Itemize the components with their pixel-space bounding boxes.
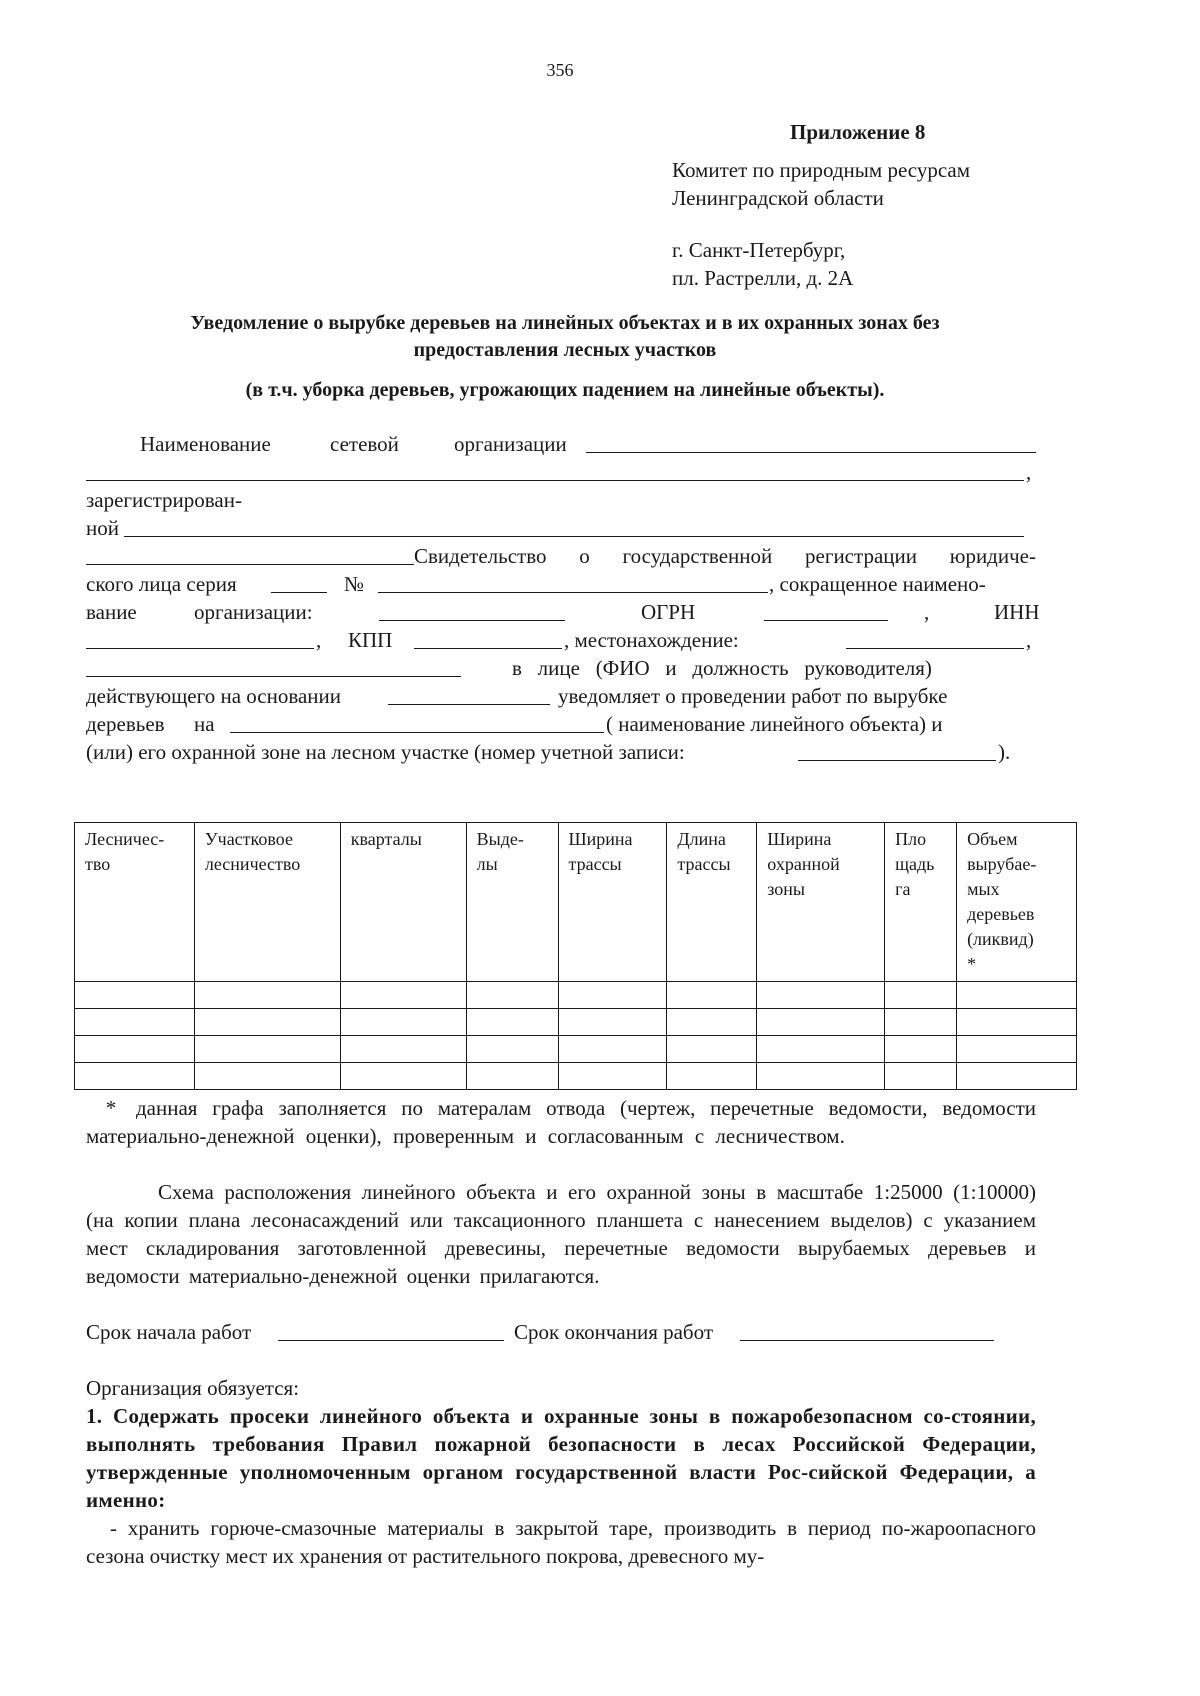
dates-line xyxy=(86,1318,1036,1346)
location-field-cont[interactable] xyxy=(86,656,461,677)
form-label: , местонахождение: xyxy=(564,628,739,652)
table-cell[interactable] xyxy=(558,1063,667,1090)
form-punct: , xyxy=(1026,460,1032,484)
appendix-label: Приложение 8 xyxy=(790,120,926,144)
table-cell[interactable] xyxy=(194,1036,340,1063)
form-label: ной xyxy=(86,516,119,540)
form-punct: , xyxy=(924,600,930,624)
addressee-line: Ленинградской области xyxy=(672,186,884,210)
table-cell[interactable] xyxy=(340,1036,466,1063)
table-row xyxy=(75,1009,1077,1036)
table-cell[interactable] xyxy=(757,1036,885,1063)
form-line xyxy=(86,486,1036,514)
form-label: , сокращенное наимено- xyxy=(769,572,986,596)
table-cell[interactable] xyxy=(75,982,195,1009)
table-cell[interactable] xyxy=(885,1063,957,1090)
form-line xyxy=(86,710,1036,738)
table-cell[interactable] xyxy=(885,1009,957,1036)
notice-form xyxy=(86,430,1040,766)
form-label: ского лица серия xyxy=(86,572,237,596)
table-cell[interactable] xyxy=(340,1009,466,1036)
table-header-cell: Ширина трассы xyxy=(558,823,667,982)
form-line xyxy=(86,514,1036,542)
form-label: в лице (ФИО и должность руководителя) xyxy=(512,656,932,680)
title-line: предоставления лесных участков xyxy=(413,339,717,361)
table-header-cell: Пло щадь га xyxy=(885,823,957,982)
registered-field-cont[interactable] xyxy=(86,544,414,565)
registered-field[interactable] xyxy=(124,516,1024,537)
form-label: Свидетельство о государственной регистрации юридиче- xyxy=(414,544,1036,568)
addressee-block xyxy=(672,156,970,292)
start-date-label: Срок начала работ xyxy=(86,1320,252,1344)
table-cell[interactable] xyxy=(194,982,340,1009)
short-name-field[interactable] xyxy=(379,600,565,621)
addressee-line: пл. Растрелли, д. 2А xyxy=(672,266,854,290)
table-cell[interactable] xyxy=(667,1009,757,1036)
table-header-cell: Ширина охранной зоны xyxy=(757,823,885,982)
form-label: вание xyxy=(86,600,137,624)
obligations xyxy=(86,1374,1036,1570)
table-cell[interactable] xyxy=(885,1036,957,1063)
table-cell[interactable] xyxy=(558,982,667,1009)
footnote xyxy=(86,1094,1036,1150)
table-cell[interactable] xyxy=(957,1009,1077,1036)
linear-object-field[interactable] xyxy=(230,712,604,733)
form-line xyxy=(86,542,1036,570)
footnote-star: * xyxy=(105,1096,117,1120)
table-cell[interactable] xyxy=(885,982,957,1009)
form-punct: ). xyxy=(998,740,1011,764)
form-label: КПП xyxy=(348,628,393,652)
form-label: организации xyxy=(454,432,567,456)
form-line xyxy=(86,570,1036,598)
ogrn-field[interactable] xyxy=(764,600,888,621)
form-label: уведомляет о проведении работ по вырубке xyxy=(558,684,948,708)
form-line xyxy=(86,654,1036,682)
end-date-field[interactable] xyxy=(740,1320,994,1341)
page-number: 356 xyxy=(546,60,574,80)
org-name-field-cont[interactable] xyxy=(86,460,1024,481)
record-number-field[interactable] xyxy=(798,740,996,761)
obligations-intro: Организация обязуется: xyxy=(86,1376,300,1400)
series-field[interactable] xyxy=(271,572,327,593)
form-label: № xyxy=(344,572,365,596)
form-label: (или) его охранной зоне на лесном участке (номер учетной записи: xyxy=(86,740,685,764)
form-line xyxy=(86,430,1036,458)
table-cell[interactable] xyxy=(194,1063,340,1090)
table-row xyxy=(75,982,1077,1009)
table-cell[interactable] xyxy=(75,1009,195,1036)
table-cell[interactable] xyxy=(957,1063,1077,1090)
table-header-cell: Лесничес- тво xyxy=(75,823,195,982)
form-label: сетевой xyxy=(330,432,399,456)
table-cell[interactable] xyxy=(957,982,1077,1009)
footnote-text: данная графа заполняется по матералам отвода (чертеж, перечетные ведомости, ведомости материально-денежной оценки), проверенным и согласованным с лесничеством. xyxy=(86,1096,1036,1148)
basis-field[interactable] xyxy=(388,684,550,705)
form-label: на xyxy=(194,712,215,736)
scheme-text: Схема расположения линейного объекта и его охранной зоны в масштабе 1:25000 (1:10000) (на копии плана лесонасаждений или таксационного планшета с нанесением выделов) с указанием мест складирования заготовленной древесины, перечетные ведомости вырубаемых деревьев и ведомости материально-денежной оценки прилагаются. xyxy=(86,1180,1036,1288)
obligation-item-1: 1. Содержать просеки линейного объекта и охранные зоны в пожаробезопасном со-стоянии, выполнять требования Правил пожарной безопасности в лесах Российской Федерации, утвержденные уполномоченным органом государственной власти Рос-сийской Федерации, а именно: xyxy=(86,1404,1036,1512)
location-field[interactable] xyxy=(846,628,1024,649)
table-cell[interactable] xyxy=(558,1009,667,1036)
table-header-cell: Выде- лы xyxy=(466,823,558,982)
addressee-line: г. Санкт-Петербург, xyxy=(672,238,846,262)
logging-table xyxy=(74,822,1077,1090)
form-label: действующего на основании xyxy=(86,684,342,708)
table-cell[interactable] xyxy=(757,1063,885,1090)
form-line xyxy=(86,598,1040,626)
table-cell[interactable] xyxy=(466,982,558,1009)
form-line xyxy=(86,626,1036,654)
table-body xyxy=(75,982,1077,1090)
form-punct: , xyxy=(1026,628,1032,652)
document-subtitle: (в т.ч. уборка деревьев, угрожающих падением на линейные объекты). xyxy=(245,379,885,401)
table-cell[interactable] xyxy=(667,982,757,1009)
form-label: Наименование xyxy=(140,432,271,456)
document-title xyxy=(90,310,1040,364)
number-field[interactable] xyxy=(378,572,768,593)
table-cell[interactable] xyxy=(466,1063,558,1090)
form-label: организации: xyxy=(194,600,313,624)
table-header-cell: кварталы xyxy=(340,823,466,982)
table-header-cell: Длина трассы xyxy=(667,823,757,982)
form-label: ОГРН xyxy=(641,600,696,624)
form-label: ИНН xyxy=(994,600,1040,624)
end-date-label: Срок окончания работ xyxy=(514,1320,714,1344)
table-cell[interactable] xyxy=(75,1063,195,1090)
table-header-cell: Участковое лесничество xyxy=(194,823,340,982)
addressee-line: Комитет по природным ресурсам xyxy=(672,158,971,182)
table-cell[interactable] xyxy=(340,982,466,1009)
form-line xyxy=(86,738,1036,766)
table-cell[interactable] xyxy=(558,1036,667,1063)
org-name-field[interactable] xyxy=(586,432,1036,453)
table-row xyxy=(75,1036,1077,1063)
table-cell[interactable] xyxy=(667,1063,757,1090)
table-cell[interactable] xyxy=(757,982,885,1009)
form-punct: , xyxy=(316,628,322,652)
table-cell[interactable] xyxy=(340,1063,466,1090)
table-cell[interactable] xyxy=(667,1036,757,1063)
form-label: деревьев xyxy=(86,712,165,736)
table-cell[interactable] xyxy=(194,1009,340,1036)
inn-field[interactable] xyxy=(86,628,314,649)
table-cell[interactable] xyxy=(75,1036,195,1063)
start-date-field[interactable] xyxy=(278,1320,504,1341)
form-label: ( наименование линейного объекта) и xyxy=(606,712,943,736)
table-header-row xyxy=(75,823,1077,982)
table-row xyxy=(75,1063,1077,1090)
scheme-paragraph xyxy=(86,1178,1036,1290)
title-line: Уведомление о вырубке деревьев на линейных объектах и в их охранных зонах без xyxy=(190,312,940,334)
table-cell[interactable] xyxy=(757,1009,885,1036)
table-cell[interactable] xyxy=(466,1009,558,1036)
kpp-field[interactable] xyxy=(414,628,562,649)
obligation-sub-1: - хранить горюче-смазочные материалы в закрытой таре, производить в период по-жароопасного сезона очистку мест их хранения от растительного покрова, древесного му- xyxy=(86,1516,1036,1568)
table-cell[interactable] xyxy=(466,1036,558,1063)
form-line xyxy=(86,682,1036,710)
table-header-cell: Объем вырубае- мых деревьев (ликвид) * xyxy=(957,823,1077,982)
form-label: зарегистрирован- xyxy=(86,488,242,512)
form-line xyxy=(86,458,1036,486)
table-cell[interactable] xyxy=(957,1036,1077,1063)
